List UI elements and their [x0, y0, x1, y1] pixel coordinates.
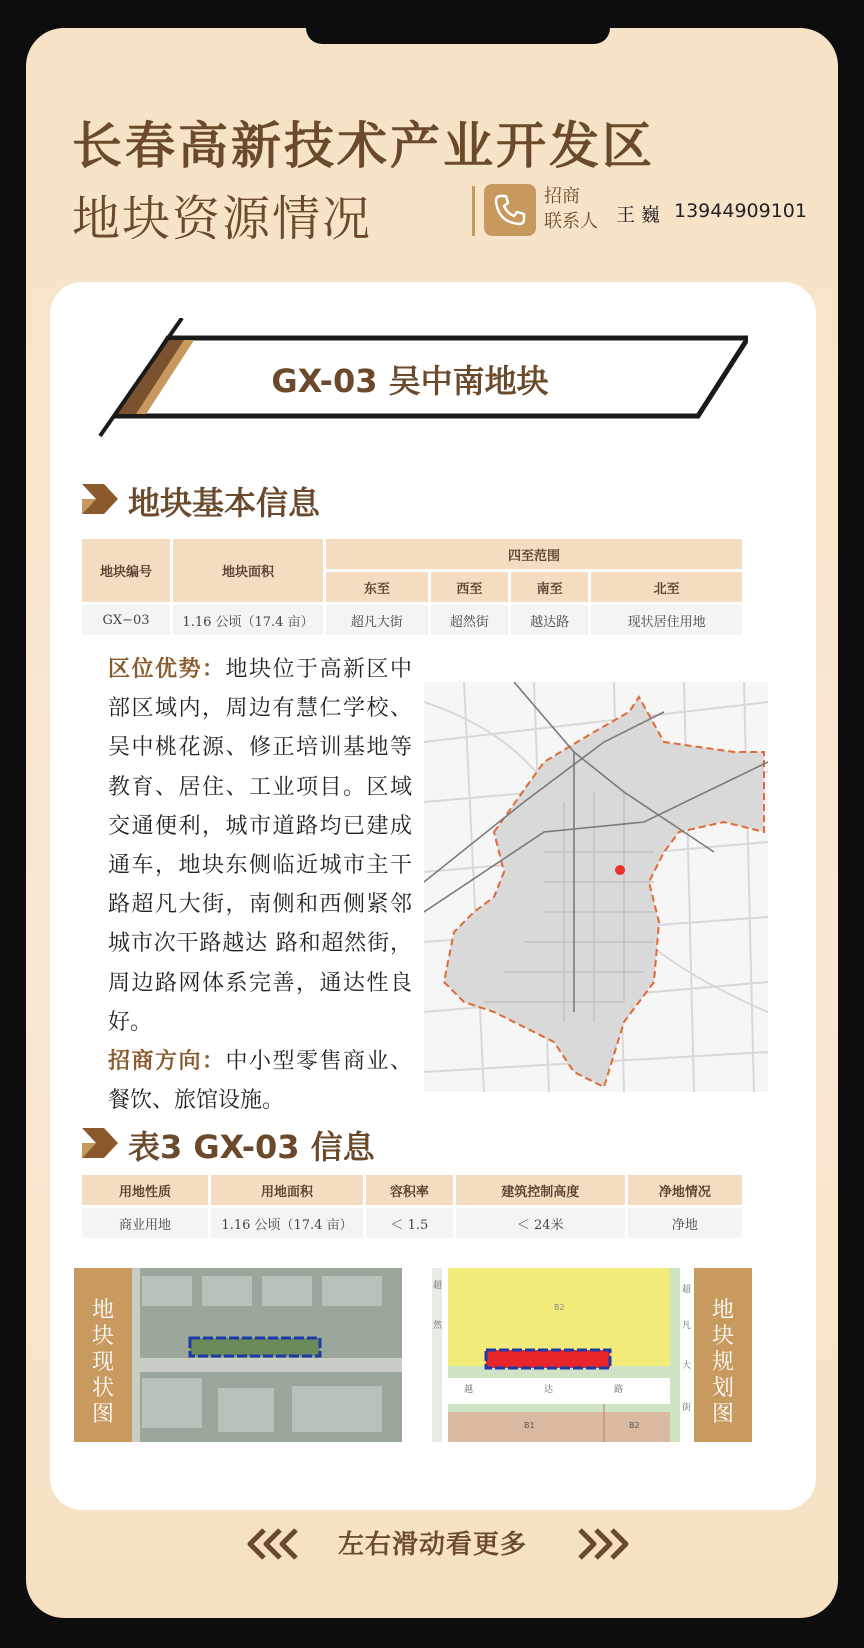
- td-clearance: 净地: [628, 1208, 742, 1238]
- road-label: 路: [614, 1385, 624, 1395]
- td-far: ＜ 1.5: [366, 1208, 453, 1238]
- road-label: 街: [682, 1403, 692, 1413]
- top-notch: [306, 28, 610, 44]
- label-char: 状: [91, 1376, 114, 1401]
- th-land-use: 用地性质: [82, 1175, 208, 1205]
- plan-label: [694, 1268, 752, 1442]
- plan-map: [424, 1268, 692, 1442]
- plan-code: B2: [554, 1303, 565, 1312]
- road-label: 越: [464, 1385, 474, 1395]
- th-north: 北至: [591, 572, 742, 602]
- chevron-right-icon[interactable]: [572, 1526, 630, 1562]
- label-char: 地: [91, 1298, 114, 1323]
- plot-title: GX-03 吴中南地块: [271, 362, 549, 400]
- scroll-hint-text: 左右滑动看更多: [338, 1530, 528, 1560]
- chevron-right-icon: [82, 1128, 118, 1158]
- th-east: 东至: [326, 572, 428, 602]
- chevron-left-icon[interactable]: [246, 1526, 304, 1562]
- td-west: 超然街: [431, 605, 508, 635]
- road-label: 凡: [682, 1321, 692, 1331]
- section-title: 地块基本信息: [128, 484, 321, 522]
- location-description: [108, 650, 412, 1120]
- app-frame: [26, 28, 838, 1618]
- divider: [472, 186, 475, 236]
- contact-label-line2: 联系人: [544, 211, 598, 232]
- th-land-area: 用地面积: [211, 1175, 363, 1205]
- current-status-label: [74, 1268, 132, 1442]
- basic-info-table: [79, 536, 745, 638]
- road-label: 大: [682, 1361, 692, 1371]
- contact-label: [544, 184, 598, 234]
- location-map: [424, 682, 768, 1092]
- th-plot-id: 地块编号: [82, 539, 170, 602]
- page-subtitle: 地块资源情况: [72, 191, 373, 247]
- contact-phone[interactable]: 13944909101: [674, 200, 807, 222]
- th-west: 西至: [431, 572, 508, 602]
- current-status-photo: [132, 1268, 402, 1442]
- th-area: 地块面积: [173, 539, 323, 602]
- th-clearance: 净地情况: [628, 1175, 742, 1205]
- phone-icon[interactable]: [484, 184, 536, 236]
- label-char: 块: [91, 1324, 114, 1349]
- scroll-hint[interactable]: [0, 1520, 864, 1570]
- td-plot-id: GX−03: [82, 605, 170, 635]
- direction-label: 招商方向：: [108, 1049, 226, 1075]
- advantage-label: 区位优势：: [108, 657, 226, 682]
- td-east: 超凡大街: [326, 605, 428, 635]
- td-height: ＜ 24米: [456, 1208, 625, 1238]
- contact-name: 王 巍: [616, 204, 661, 226]
- label-char: 规: [711, 1350, 734, 1375]
- th-far: 容积率: [366, 1175, 453, 1205]
- gx03-info-table: [79, 1172, 745, 1241]
- th-bounds: 四至范围: [326, 539, 742, 569]
- plan-code: B1: [524, 1421, 535, 1430]
- td-south: 越达路: [511, 605, 588, 635]
- chevron-right-icon: [82, 484, 118, 514]
- th-south: 南至: [511, 572, 588, 602]
- road-label: 超: [433, 1281, 443, 1291]
- advantage-text: 地块位于高新区中部区域内，周边有慧仁学校、吴中桃花源、修正培训基地等教育、居住、工业项目。区域交通便利，城市道路均已建成通车，地块东侧临近城市主干路超凡大街，南侧和西侧紧邻城市次干路越达 路和超然街，周边路网体系完善，通达性良好。: [108, 657, 412, 1035]
- label-char: 地: [711, 1298, 734, 1323]
- section-title: 表3 GX-03 信息: [128, 1128, 375, 1166]
- label-char: 块: [711, 1324, 734, 1349]
- label-char: 现: [91, 1350, 114, 1375]
- td-north: 现状居住用地: [591, 605, 742, 635]
- plan-code: B2: [629, 1421, 640, 1430]
- td-area: 1.16 公顷（17.4 亩）: [173, 605, 323, 635]
- label-char: 图: [91, 1402, 114, 1427]
- content-card: [50, 282, 816, 1510]
- road-label: 达: [544, 1385, 554, 1395]
- page-title: 长春高新技术产业开发区: [72, 117, 655, 175]
- road-label: 然: [433, 1321, 443, 1331]
- th-height: 建筑控制高度: [456, 1175, 625, 1205]
- td-land-use: 商业用地: [82, 1208, 208, 1238]
- table-row: [82, 1208, 742, 1238]
- contact-label-line1: 招商: [544, 186, 580, 207]
- table-row: [82, 605, 742, 635]
- td-land-area: 1.16 公顷（17.4 亩）: [211, 1208, 363, 1238]
- label-char: 图: [711, 1402, 734, 1427]
- road-label: 超: [682, 1285, 692, 1295]
- label-char: 划: [711, 1376, 734, 1401]
- direction-text: 中小型零售商业、餐饮、旅馆设施。: [108, 1049, 412, 1114]
